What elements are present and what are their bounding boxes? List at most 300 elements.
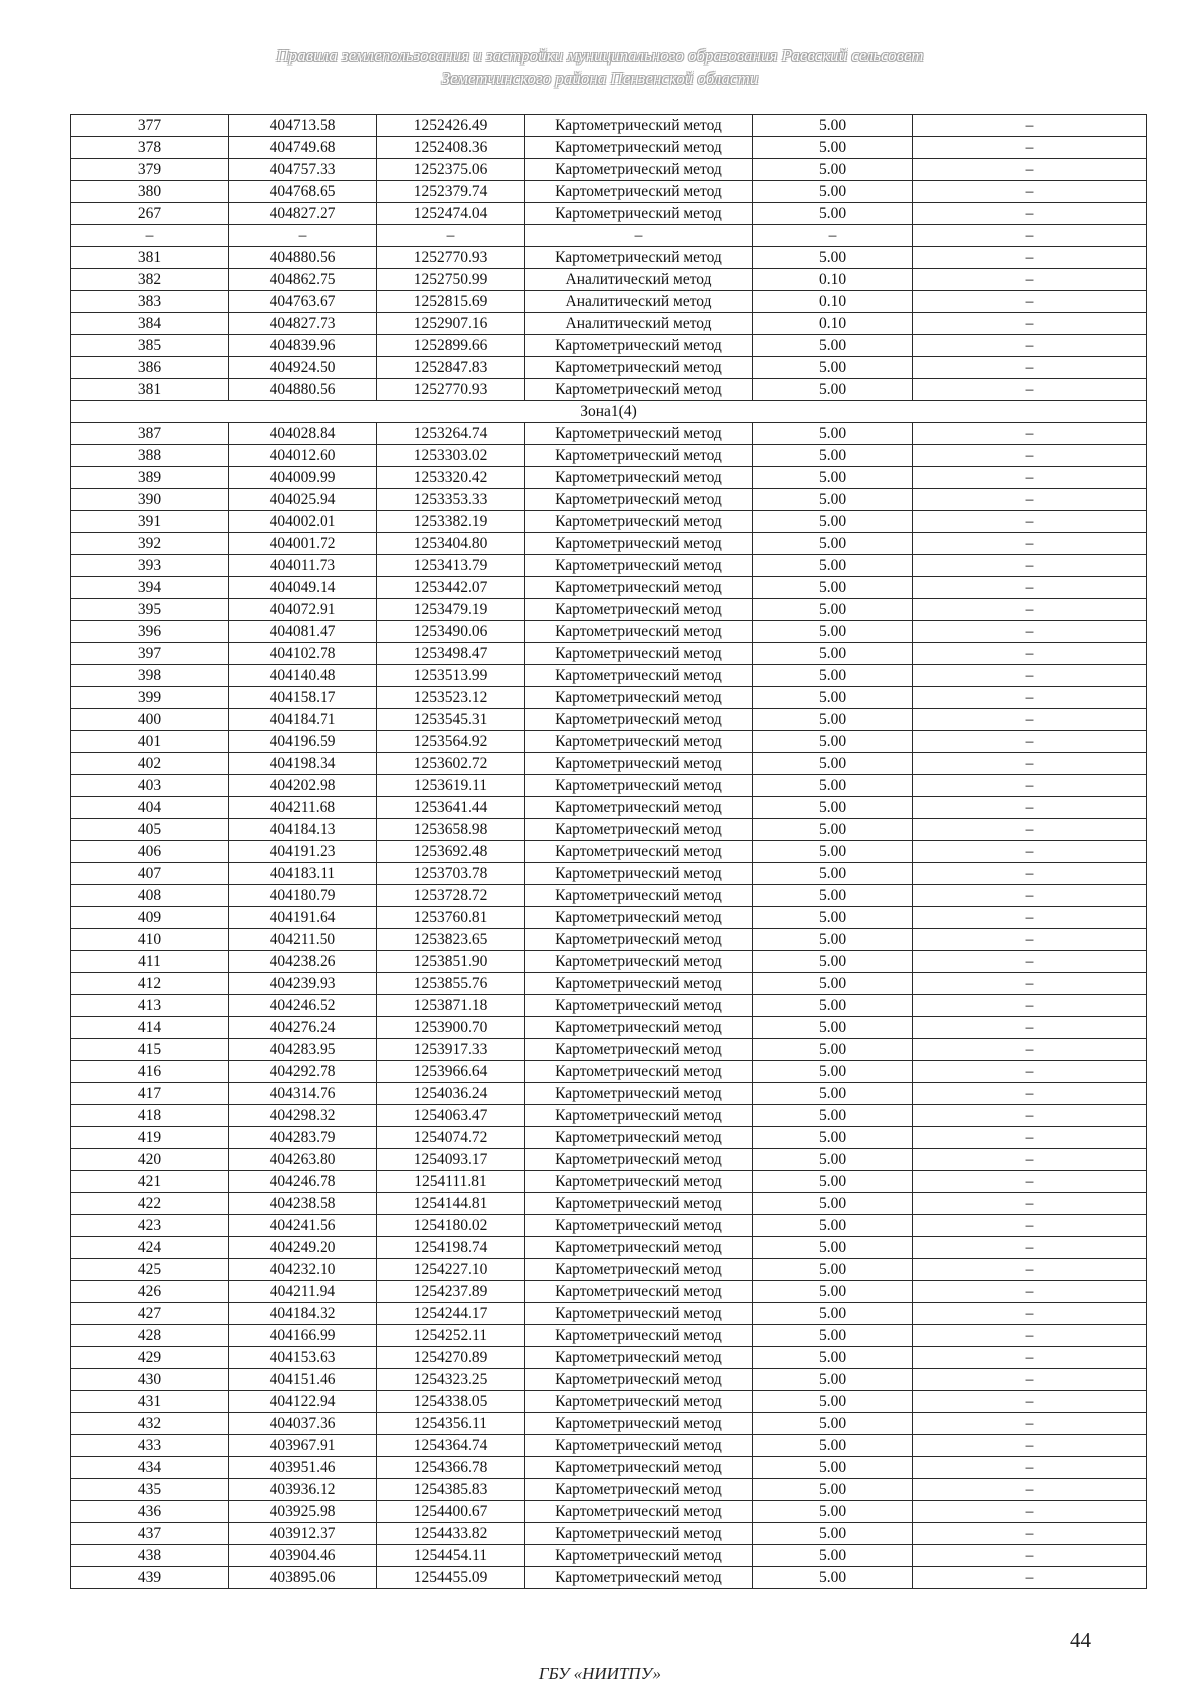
accuracy-cell: 5.00 xyxy=(753,951,913,973)
method-cell: Картометрический метод xyxy=(525,533,753,555)
table-row xyxy=(71,1149,1147,1171)
y-coordinate-cell: 1253823.65 xyxy=(377,929,525,951)
description-cell: – xyxy=(913,1259,1147,1281)
description-cell: – xyxy=(913,1061,1147,1083)
description-cell: – xyxy=(913,1435,1147,1457)
accuracy-cell: – xyxy=(753,225,913,247)
point-number-cell: 397 xyxy=(71,643,229,665)
description-cell: – xyxy=(913,863,1147,885)
description-cell: – xyxy=(913,1545,1147,1567)
point-number-cell: 408 xyxy=(71,885,229,907)
point-number-cell: 400 xyxy=(71,709,229,731)
description-cell: – xyxy=(913,137,1147,159)
y-coordinate-cell: 1253545.31 xyxy=(377,709,525,731)
method-cell: Картометрический метод xyxy=(525,973,753,995)
table-row xyxy=(71,181,1147,203)
accuracy-cell: 5.00 xyxy=(753,995,913,1017)
accuracy-cell: 5.00 xyxy=(753,379,913,401)
x-coordinate-cell: 404827.73 xyxy=(229,313,377,335)
x-coordinate-cell: 404184.13 xyxy=(229,819,377,841)
method-cell: Картометрический метод xyxy=(525,1259,753,1281)
coordinates-table-body xyxy=(71,115,1147,1589)
point-number-cell: 388 xyxy=(71,445,229,467)
x-coordinate-cell: 404153.63 xyxy=(229,1347,377,1369)
y-coordinate-cell: 1252907.16 xyxy=(377,313,525,335)
point-number-cell: 428 xyxy=(71,1325,229,1347)
method-cell: Картометрический метод xyxy=(525,665,753,687)
description-cell: – xyxy=(913,115,1147,137)
y-coordinate-cell: 1253404.80 xyxy=(377,533,525,555)
x-coordinate-cell: 404249.20 xyxy=(229,1237,377,1259)
accuracy-cell: 5.00 xyxy=(753,335,913,357)
x-coordinate-cell: 404191.23 xyxy=(229,841,377,863)
method-cell: Картометрический метод xyxy=(525,467,753,489)
method-cell: Картометрический метод xyxy=(525,1545,753,1567)
accuracy-cell: 5.00 xyxy=(753,467,913,489)
table-row xyxy=(71,995,1147,1017)
y-coordinate-cell: 1254366.78 xyxy=(377,1457,525,1479)
y-coordinate-cell: 1254227.10 xyxy=(377,1259,525,1281)
accuracy-cell: 5.00 xyxy=(753,203,913,225)
method-cell: Картометрический метод xyxy=(525,599,753,621)
y-coordinate-cell: 1253851.90 xyxy=(377,951,525,973)
method-cell: Картометрический метод xyxy=(525,379,753,401)
y-coordinate-cell: 1254270.89 xyxy=(377,1347,525,1369)
method-cell: Картометрический метод xyxy=(525,1369,753,1391)
y-coordinate-cell: 1254111.81 xyxy=(377,1171,525,1193)
table-row xyxy=(71,929,1147,951)
accuracy-cell: 5.00 xyxy=(753,819,913,841)
x-coordinate-cell: 404183.11 xyxy=(229,863,377,885)
point-number-cell: 385 xyxy=(71,335,229,357)
accuracy-cell: 5.00 xyxy=(753,973,913,995)
x-coordinate-cell: 404140.48 xyxy=(229,665,377,687)
x-coordinate-cell: 404880.56 xyxy=(229,379,377,401)
accuracy-cell: 5.00 xyxy=(753,115,913,137)
point-number-cell: 423 xyxy=(71,1215,229,1237)
x-coordinate-cell: 404211.94 xyxy=(229,1281,377,1303)
accuracy-cell: 5.00 xyxy=(753,841,913,863)
table-row xyxy=(71,335,1147,357)
accuracy-cell: 5.00 xyxy=(753,709,913,731)
description-cell: – xyxy=(913,1347,1147,1369)
point-number-cell: 398 xyxy=(71,665,229,687)
method-cell: Картометрический метод xyxy=(525,1215,753,1237)
x-coordinate-cell: – xyxy=(229,225,377,247)
table-row xyxy=(71,291,1147,313)
method-cell: Картометрический метод xyxy=(525,1017,753,1039)
point-number-cell: 419 xyxy=(71,1127,229,1149)
point-number-cell: 389 xyxy=(71,467,229,489)
point-number-cell: 420 xyxy=(71,1149,229,1171)
y-coordinate-cell: 1254237.89 xyxy=(377,1281,525,1303)
x-coordinate-cell: 404012.60 xyxy=(229,445,377,467)
point-number-cell: 396 xyxy=(71,621,229,643)
method-cell: Картометрический метод xyxy=(525,489,753,511)
method-cell: Картометрический метод xyxy=(525,863,753,885)
description-cell: – xyxy=(913,1127,1147,1149)
method-cell: Картометрический метод xyxy=(525,1105,753,1127)
point-number-cell: 434 xyxy=(71,1457,229,1479)
x-coordinate-cell: 404191.64 xyxy=(229,907,377,929)
method-cell: Картометрический метод xyxy=(525,1281,753,1303)
y-coordinate-cell: 1253513.99 xyxy=(377,665,525,687)
y-coordinate-cell: 1254063.47 xyxy=(377,1105,525,1127)
description-cell: – xyxy=(913,841,1147,863)
description-cell: – xyxy=(913,1479,1147,1501)
method-cell: Картометрический метод xyxy=(525,555,753,577)
x-coordinate-cell: 404263.80 xyxy=(229,1149,377,1171)
method-cell: Картометрический метод xyxy=(525,621,753,643)
table-row xyxy=(71,313,1147,335)
accuracy-cell: 5.00 xyxy=(753,1501,913,1523)
method-cell: Картометрический метод xyxy=(525,731,753,753)
point-number-cell: 399 xyxy=(71,687,229,709)
x-coordinate-cell: 404158.17 xyxy=(229,687,377,709)
accuracy-cell: 5.00 xyxy=(753,511,913,533)
point-number-cell: 392 xyxy=(71,533,229,555)
point-number-cell: 402 xyxy=(71,753,229,775)
description-cell: – xyxy=(913,445,1147,467)
table-row xyxy=(71,1237,1147,1259)
zone-label: Зона1(4) xyxy=(71,401,1147,423)
method-cell: Картометрический метод xyxy=(525,357,753,379)
method-cell: Картометрический метод xyxy=(525,709,753,731)
accuracy-cell: 5.00 xyxy=(753,1083,913,1105)
description-cell: – xyxy=(913,489,1147,511)
x-coordinate-cell: 404839.96 xyxy=(229,335,377,357)
point-number-cell: 381 xyxy=(71,247,229,269)
y-coordinate-cell: 1252426.49 xyxy=(377,115,525,137)
method-cell: Картометрический метод xyxy=(525,1567,753,1589)
description-cell: – xyxy=(913,1369,1147,1391)
accuracy-cell: 0.10 xyxy=(753,291,913,313)
accuracy-cell: 5.00 xyxy=(753,753,913,775)
x-coordinate-cell: 403895.06 xyxy=(229,1567,377,1589)
description-cell: – xyxy=(913,599,1147,621)
y-coordinate-cell: 1253413.79 xyxy=(377,555,525,577)
x-coordinate-cell: 404283.79 xyxy=(229,1127,377,1149)
point-number-cell: 411 xyxy=(71,951,229,973)
accuracy-cell: 5.00 xyxy=(753,1105,913,1127)
description-cell: – xyxy=(913,1281,1147,1303)
accuracy-cell: 5.00 xyxy=(753,1413,913,1435)
method-cell: Картометрический метод xyxy=(525,797,753,819)
table-row xyxy=(71,841,1147,863)
point-number-cell: 393 xyxy=(71,555,229,577)
description-cell: – xyxy=(913,1105,1147,1127)
x-coordinate-cell: 404001.72 xyxy=(229,533,377,555)
accuracy-cell: 5.00 xyxy=(753,885,913,907)
x-coordinate-cell: 404011.73 xyxy=(229,555,377,577)
table-row xyxy=(71,1215,1147,1237)
description-cell: – xyxy=(913,1215,1147,1237)
accuracy-cell: 5.00 xyxy=(753,929,913,951)
method-cell: Картометрический метод xyxy=(525,159,753,181)
description-cell: – xyxy=(913,995,1147,1017)
y-coordinate-cell: 1253523.12 xyxy=(377,687,525,709)
point-number-cell: 383 xyxy=(71,291,229,313)
description-cell: – xyxy=(913,1413,1147,1435)
table-row xyxy=(71,467,1147,489)
x-coordinate-cell: 404037.36 xyxy=(229,1413,377,1435)
y-coordinate-cell: 1252379.74 xyxy=(377,181,525,203)
method-cell: Картометрический метод xyxy=(525,1435,753,1457)
x-coordinate-cell: 404314.76 xyxy=(229,1083,377,1105)
table-row xyxy=(71,357,1147,379)
y-coordinate-cell: 1254093.17 xyxy=(377,1149,525,1171)
method-cell: Картометрический метод xyxy=(525,1413,753,1435)
x-coordinate-cell: 404196.59 xyxy=(229,731,377,753)
accuracy-cell: 5.00 xyxy=(753,599,913,621)
method-cell: – xyxy=(525,225,753,247)
accuracy-cell: 5.00 xyxy=(753,247,913,269)
y-coordinate-cell: 1252899.66 xyxy=(377,335,525,357)
x-coordinate-cell: 404211.50 xyxy=(229,929,377,951)
method-cell: Картометрический метод xyxy=(525,819,753,841)
description-cell: – xyxy=(913,1149,1147,1171)
accuracy-cell: 5.00 xyxy=(753,1347,913,1369)
y-coordinate-cell: 1254323.25 xyxy=(377,1369,525,1391)
y-coordinate-cell: 1253479.19 xyxy=(377,599,525,621)
table-row xyxy=(71,1303,1147,1325)
accuracy-cell: 5.00 xyxy=(753,1369,913,1391)
table-row xyxy=(71,1171,1147,1193)
description-cell: – xyxy=(913,291,1147,313)
accuracy-cell: 5.00 xyxy=(753,1325,913,1347)
table-row xyxy=(71,907,1147,929)
accuracy-cell: 5.00 xyxy=(753,1545,913,1567)
x-coordinate-cell: 404246.52 xyxy=(229,995,377,1017)
description-cell: – xyxy=(913,511,1147,533)
description-cell: – xyxy=(913,1303,1147,1325)
y-coordinate-cell: 1253658.98 xyxy=(377,819,525,841)
point-number-cell: 413 xyxy=(71,995,229,1017)
accuracy-cell: 5.00 xyxy=(753,643,913,665)
table-row xyxy=(71,753,1147,775)
table-row xyxy=(71,159,1147,181)
accuracy-cell: 5.00 xyxy=(753,775,913,797)
accuracy-cell: 5.00 xyxy=(753,489,913,511)
method-cell: Картометрический метод xyxy=(525,995,753,1017)
point-number-cell: 436 xyxy=(71,1501,229,1523)
y-coordinate-cell: 1253855.76 xyxy=(377,973,525,995)
table-row xyxy=(71,1347,1147,1369)
description-cell: – xyxy=(913,1567,1147,1589)
header-line-2: Земетчинского района Пензенской области xyxy=(441,69,759,88)
point-number-cell: 379 xyxy=(71,159,229,181)
y-coordinate-cell: 1253760.81 xyxy=(377,907,525,929)
accuracy-cell: 5.00 xyxy=(753,1435,913,1457)
accuracy-cell: 5.00 xyxy=(753,665,913,687)
method-cell: Картометрический метод xyxy=(525,137,753,159)
y-coordinate-cell: 1254036.24 xyxy=(377,1083,525,1105)
x-coordinate-cell: 404924.50 xyxy=(229,357,377,379)
x-coordinate-cell: 404122.94 xyxy=(229,1391,377,1413)
method-cell: Картометрический метод xyxy=(525,1347,753,1369)
description-cell: – xyxy=(913,643,1147,665)
y-coordinate-cell: 1252847.83 xyxy=(377,357,525,379)
x-coordinate-cell: 404025.94 xyxy=(229,489,377,511)
description-cell: – xyxy=(913,929,1147,951)
description-cell: – xyxy=(913,357,1147,379)
table-row xyxy=(71,1127,1147,1149)
table-row xyxy=(71,643,1147,665)
accuracy-cell: 5.00 xyxy=(753,1039,913,1061)
point-number-cell: 431 xyxy=(71,1391,229,1413)
x-coordinate-cell: 404292.78 xyxy=(229,1061,377,1083)
point-number-cell: 394 xyxy=(71,577,229,599)
description-cell: – xyxy=(913,1039,1147,1061)
y-coordinate-cell: 1252375.06 xyxy=(377,159,525,181)
x-coordinate-cell: 404211.68 xyxy=(229,797,377,819)
method-cell: Картометрический метод xyxy=(525,1391,753,1413)
coordinates-table xyxy=(70,114,1147,1589)
y-coordinate-cell: 1254144.81 xyxy=(377,1193,525,1215)
accuracy-cell: 5.00 xyxy=(753,181,913,203)
y-coordinate-cell: 1253442.07 xyxy=(377,577,525,599)
description-cell: – xyxy=(913,467,1147,489)
accuracy-cell: 5.00 xyxy=(753,621,913,643)
table-row xyxy=(71,1039,1147,1061)
x-coordinate-cell: 403951.46 xyxy=(229,1457,377,1479)
zone-header-row xyxy=(71,401,1147,423)
point-number-cell: 414 xyxy=(71,1017,229,1039)
y-coordinate-cell: 1253602.72 xyxy=(377,753,525,775)
x-coordinate-cell: 404009.99 xyxy=(229,467,377,489)
description-cell: – xyxy=(913,225,1147,247)
table-row xyxy=(71,1017,1147,1039)
description-cell: – xyxy=(913,313,1147,335)
method-cell: Аналитический метод xyxy=(525,269,753,291)
point-number-cell: 415 xyxy=(71,1039,229,1061)
point-number-cell: 435 xyxy=(71,1479,229,1501)
table-row xyxy=(71,687,1147,709)
point-number-cell: 384 xyxy=(71,313,229,335)
x-coordinate-cell: 404184.32 xyxy=(229,1303,377,1325)
table-row xyxy=(71,1391,1147,1413)
point-number-cell: 426 xyxy=(71,1281,229,1303)
y-coordinate-cell: 1253692.48 xyxy=(377,841,525,863)
accuracy-cell: 5.00 xyxy=(753,863,913,885)
method-cell: Картометрический метод xyxy=(525,1523,753,1545)
accuracy-cell: 5.00 xyxy=(753,1061,913,1083)
accuracy-cell: 0.10 xyxy=(753,269,913,291)
point-number-cell: 422 xyxy=(71,1193,229,1215)
y-coordinate-cell: 1254074.72 xyxy=(377,1127,525,1149)
description-cell: – xyxy=(913,1193,1147,1215)
y-coordinate-cell: 1253619.11 xyxy=(377,775,525,797)
method-cell: Картометрический метод xyxy=(525,775,753,797)
accuracy-cell: 5.00 xyxy=(753,1171,913,1193)
y-coordinate-cell: 1253564.92 xyxy=(377,731,525,753)
method-cell: Картометрический метод xyxy=(525,1171,753,1193)
point-number-cell: 381 xyxy=(71,379,229,401)
y-coordinate-cell: 1254180.02 xyxy=(377,1215,525,1237)
accuracy-cell: 5.00 xyxy=(753,1281,913,1303)
x-coordinate-cell: 404180.79 xyxy=(229,885,377,907)
y-coordinate-cell: 1254244.17 xyxy=(377,1303,525,1325)
method-cell: Картометрический метод xyxy=(525,841,753,863)
x-coordinate-cell: 404238.26 xyxy=(229,951,377,973)
header-line-1: Правила землепользования и застройки муниципального образования Раевский сельсовет xyxy=(276,46,924,65)
y-coordinate-cell: 1252750.99 xyxy=(377,269,525,291)
point-number-cell: 406 xyxy=(71,841,229,863)
y-coordinate-cell: 1253490.06 xyxy=(377,621,525,643)
point-number-cell: 432 xyxy=(71,1413,229,1435)
accuracy-cell: 5.00 xyxy=(753,1457,913,1479)
accuracy-cell: 5.00 xyxy=(753,1303,913,1325)
point-number-cell: 427 xyxy=(71,1303,229,1325)
table-row xyxy=(71,1413,1147,1435)
x-coordinate-cell: 404072.91 xyxy=(229,599,377,621)
accuracy-cell: 5.00 xyxy=(753,1193,913,1215)
table-row xyxy=(71,269,1147,291)
description-cell: – xyxy=(913,907,1147,929)
description-cell: – xyxy=(913,1325,1147,1347)
table-row xyxy=(71,1259,1147,1281)
description-cell: – xyxy=(913,973,1147,995)
table-row xyxy=(71,775,1147,797)
description-cell: – xyxy=(913,555,1147,577)
description-cell: – xyxy=(913,1171,1147,1193)
x-coordinate-cell: 404749.68 xyxy=(229,137,377,159)
table-row xyxy=(71,1083,1147,1105)
description-cell: – xyxy=(913,1083,1147,1105)
method-cell: Картометрический метод xyxy=(525,1127,753,1149)
method-cell: Картометрический метод xyxy=(525,951,753,973)
x-coordinate-cell: 404198.34 xyxy=(229,753,377,775)
accuracy-cell: 5.00 xyxy=(753,423,913,445)
description-cell: – xyxy=(913,1391,1147,1413)
accuracy-cell: 5.00 xyxy=(753,907,913,929)
description-cell: – xyxy=(913,379,1147,401)
x-coordinate-cell: 404202.98 xyxy=(229,775,377,797)
table-row xyxy=(71,1193,1147,1215)
method-cell: Картометрический метод xyxy=(525,687,753,709)
accuracy-cell: 5.00 xyxy=(753,1523,913,1545)
x-coordinate-cell: 404238.58 xyxy=(229,1193,377,1215)
point-number-cell: 437 xyxy=(71,1523,229,1545)
y-coordinate-cell: 1253353.33 xyxy=(377,489,525,511)
method-cell: Картометрический метод xyxy=(525,181,753,203)
y-coordinate-cell: 1254338.05 xyxy=(377,1391,525,1413)
description-cell: – xyxy=(913,181,1147,203)
method-cell: Картометрический метод xyxy=(525,577,753,599)
method-cell: Картометрический метод xyxy=(525,1457,753,1479)
table-row xyxy=(71,1545,1147,1567)
y-coordinate-cell: 1253382.19 xyxy=(377,511,525,533)
description-cell: – xyxy=(913,1237,1147,1259)
accuracy-cell: 5.00 xyxy=(753,797,913,819)
point-number-cell: 407 xyxy=(71,863,229,885)
description-cell: – xyxy=(913,665,1147,687)
table-row xyxy=(71,731,1147,753)
point-number-cell: 421 xyxy=(71,1171,229,1193)
point-number-cell: 409 xyxy=(71,907,229,929)
y-coordinate-cell: 1253498.47 xyxy=(377,643,525,665)
table-row xyxy=(71,599,1147,621)
description-cell: – xyxy=(913,1501,1147,1523)
x-coordinate-cell: 404049.14 xyxy=(229,577,377,599)
x-coordinate-cell: 404081.47 xyxy=(229,621,377,643)
description-cell: – xyxy=(913,1017,1147,1039)
table-row xyxy=(71,577,1147,599)
method-cell: Картометрический метод xyxy=(525,1479,753,1501)
point-number-cell: 404 xyxy=(71,797,229,819)
point-number-cell: 386 xyxy=(71,357,229,379)
point-number-cell: 410 xyxy=(71,929,229,951)
